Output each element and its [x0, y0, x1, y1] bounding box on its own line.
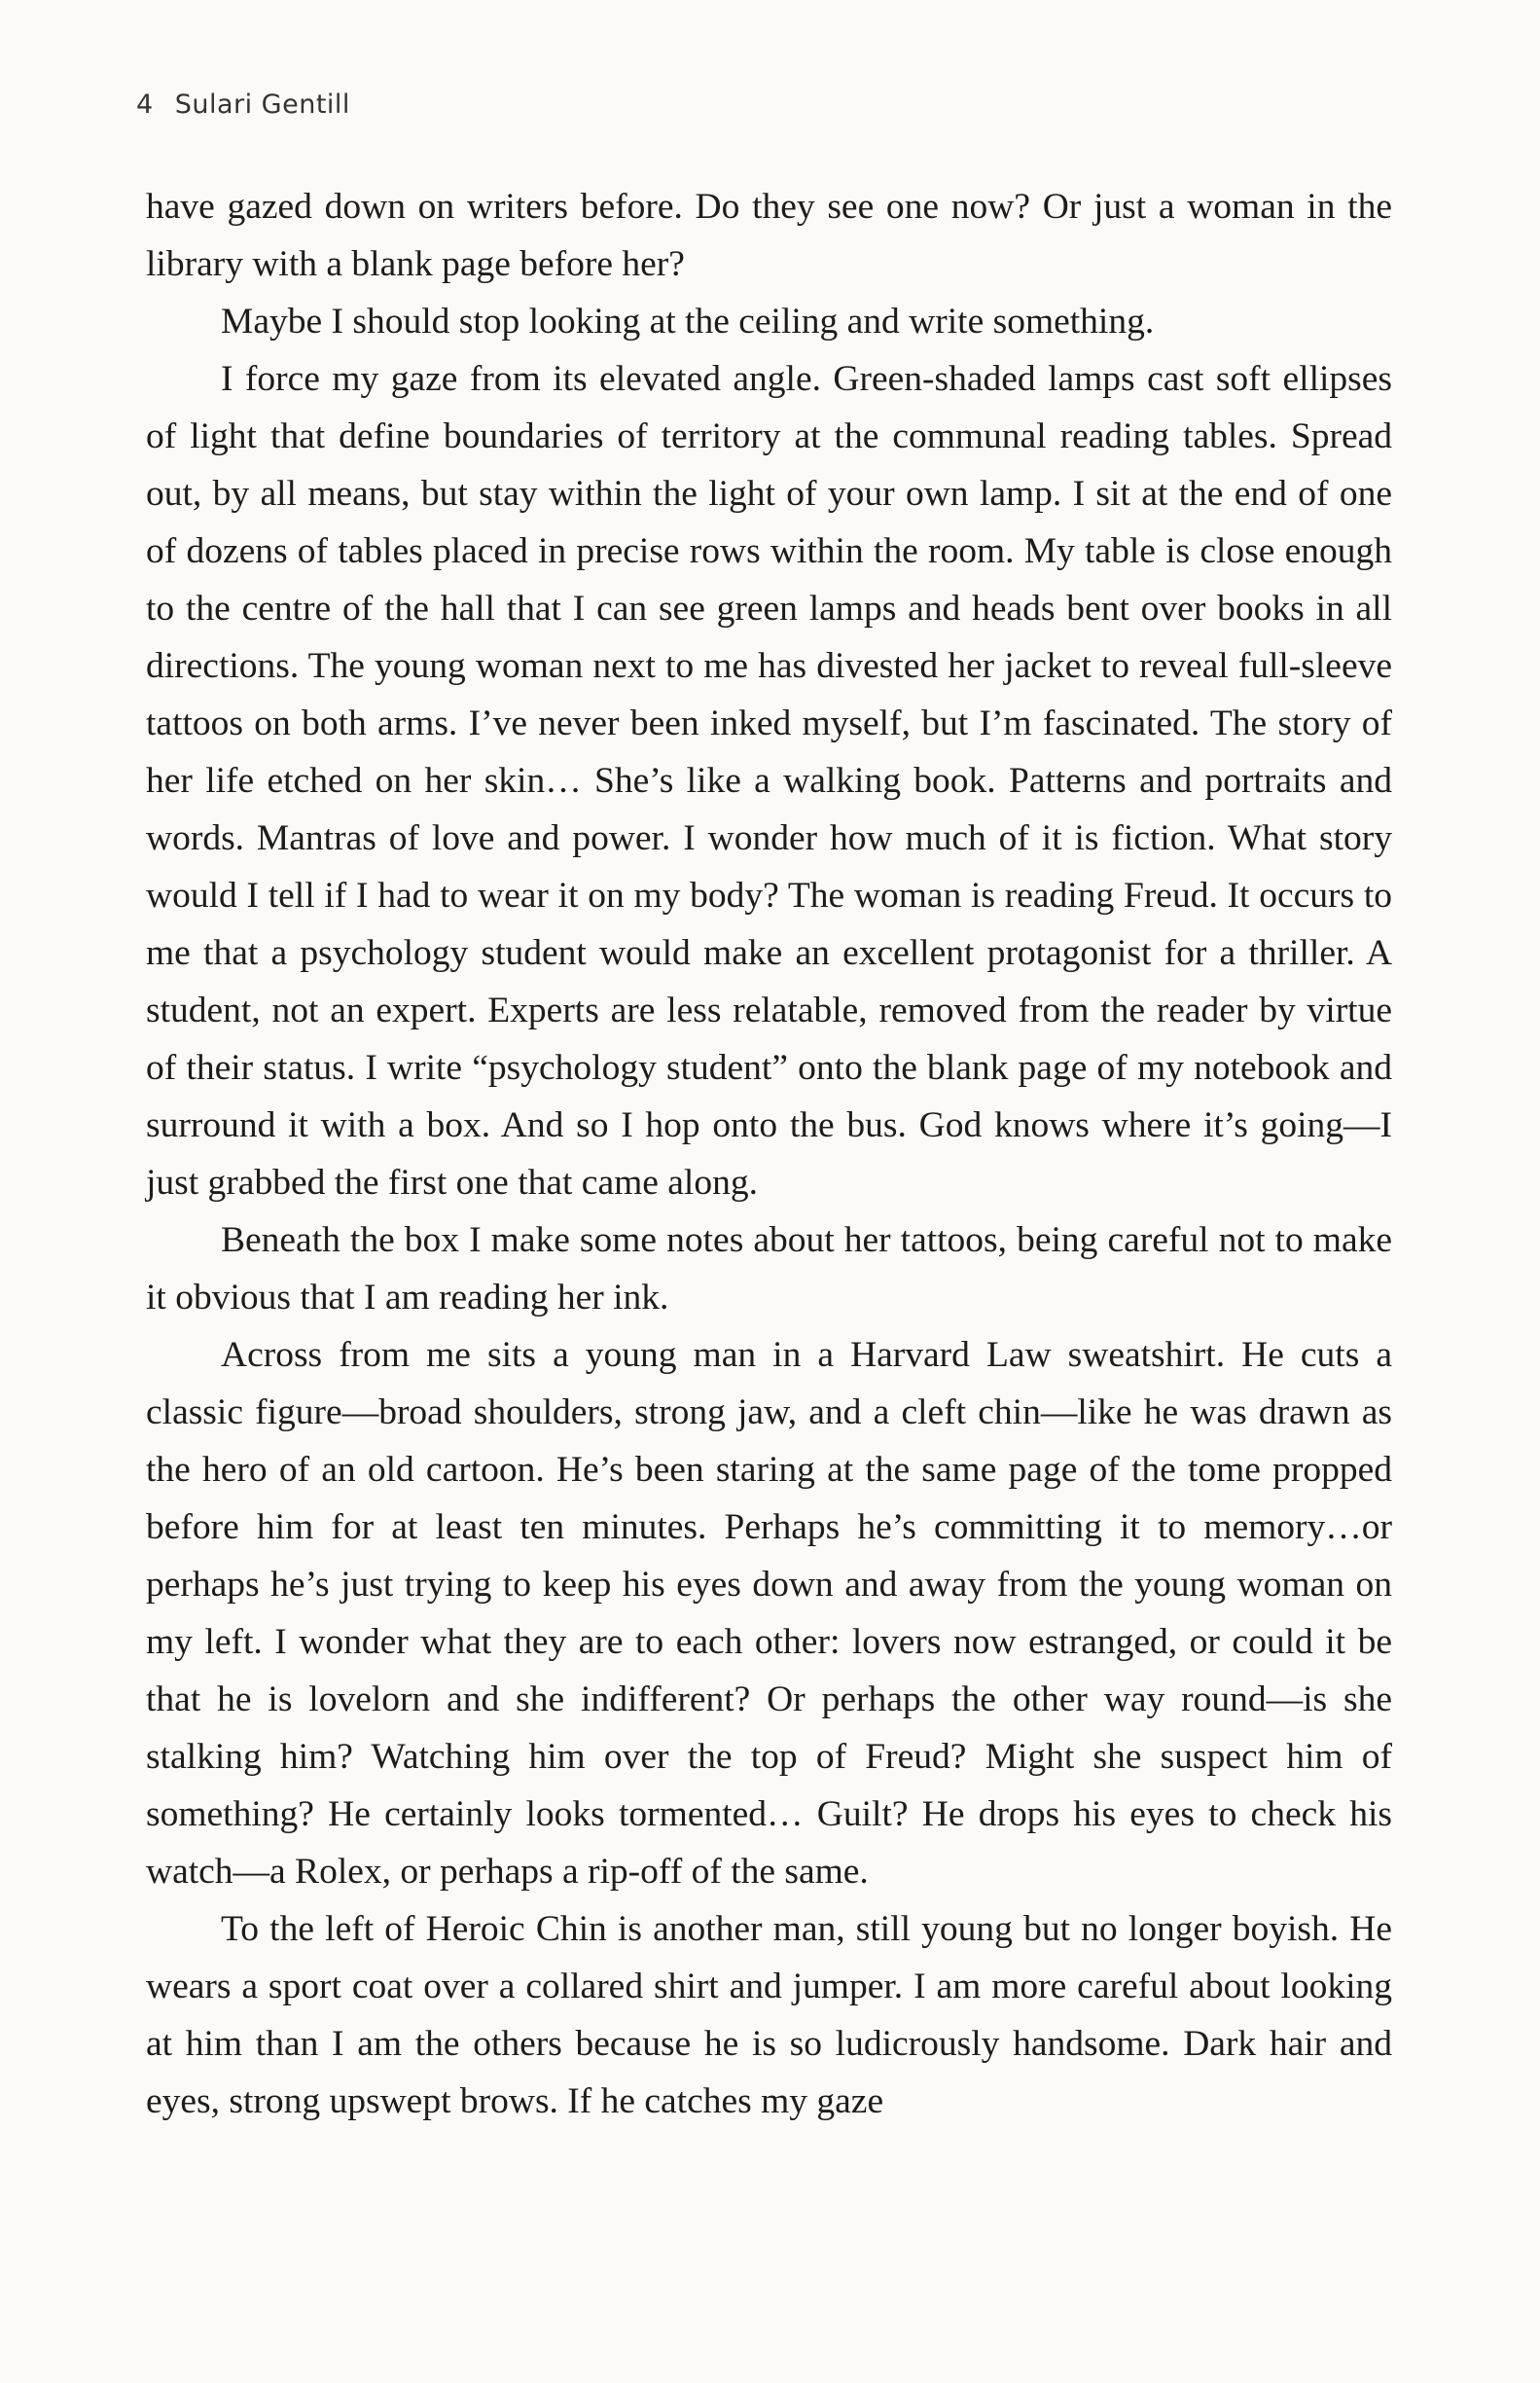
paragraph: Beneath the box I make some notes about her tattoos, being careful not to make it obvious that I am reading her ink. — [146, 1220, 1392, 1318]
paragraph-continued: have gazed down on writers before. Do they see one now? Or just a woman in the library with a blank page before her? — [146, 187, 1392, 284]
paragraph: To the left of Heroic Chin is another man, still young but no longer boyish. He wears a sport coat over a collared shirt and jumper. I am more careful about looking at him than I am the others because he is so ludicrously handsome. Dark hair and eyes, strong upswept brows. If he catches my gaze — [146, 1909, 1392, 2121]
paragraph: I force my gaze from its elevated angle. Green-shaded lamps cast soft ellipses of light that define boundaries of territory at the communal reading tables. Spread out, by all means, but stay within the light of your own lamp. I sit at the end of one of dozens of tables placed in precise rows within the room. My table is close enough to the centre of the hall that I can see green lamps and heads bent over books in all directions. The young woman next to me has divested her jacket to reveal full-sleeve tattoos on both arms. I’ve never been inked myself, but I’m fascinated. The story of her life etched on her skin… She’s like a walking book. Patterns and portraits and words. Mantras of love and power. I wonder how much of it is fiction. What story would I tell if I had to wear it on my body? The woman is reading Freud. It occurs to me that a psychology student would make an excellent protagonist for a thriller. A student, not an expert. Experts are less relatable, removed from the reader by virtue of their status. I write “psychology student” onto the blank page of my notebook and surround it with a box. And so I hop onto the bus. God knows where it’s going—I just grabbed the first one that came along. — [146, 359, 1392, 1203]
page-number: 4 — [136, 90, 154, 120]
body-text — [146, 178, 1392, 2130]
running-head — [136, 90, 350, 120]
author-name: Sulari Gentill — [174, 90, 350, 120]
paragraph: Maybe I should stop looking at the ceiling and write something. — [221, 302, 1155, 342]
paragraph: Across from me sits a young man in a Harvard Law sweatshirt. He cuts a classic figure—broad shoulders, strong jaw, and a cleft chin—like he was drawn as the hero of an old cartoon. He’s been staring at the same page of the tome propped before him for at least ten minutes. Perhaps he’s committing it to memory…or perhaps he’s just trying to keep his eyes down and away from the young woman on my left. I wonder what they are to each other: lovers now estranged, or could it be that he is lovelorn and she indifferent? Or perhaps the other way round—is she stalking him? Watching him over the top of Freud? Might she suspect him of something? He certainly looks tormented… Guilt? He drops his eyes to check his watch—a Rolex, or perhaps a rip-off of the same. — [146, 1335, 1392, 1892]
